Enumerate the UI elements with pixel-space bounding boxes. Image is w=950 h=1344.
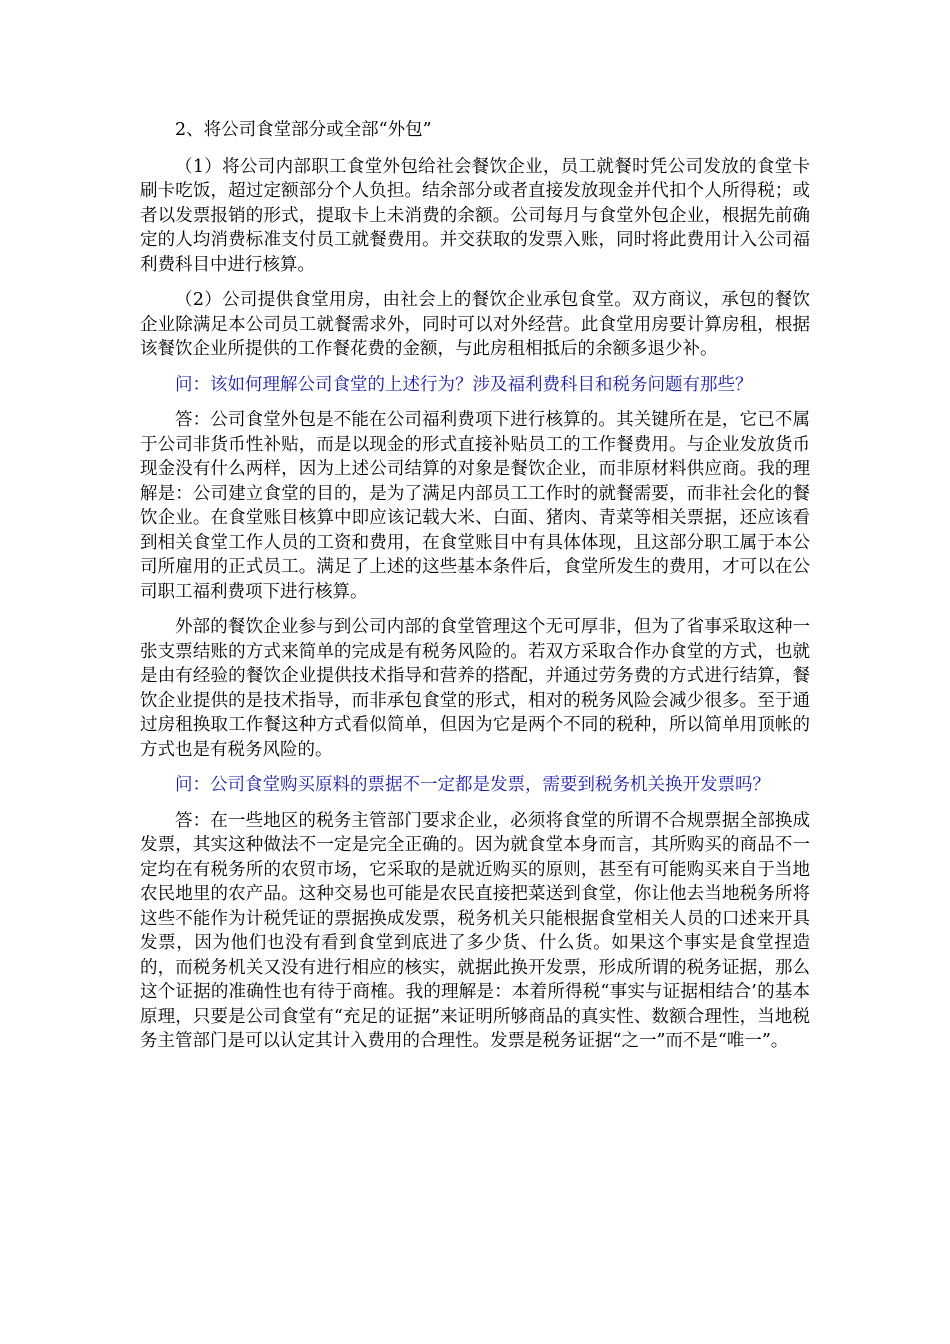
document-page [140, 118, 810, 1065]
answer-1-continued: 外部的餐饮企业参与到公司内部的食堂管理这个无可厚非，但为了省事采取这种一张支票结账的方式来简单的完成是有税务风险的。若双方采取合作办食堂的方式，也就是由有经验的餐饮企业提供技术指导和营养的搭配，并通过劳务费的方式进行结算，餐饮企业提供的是技术指导，而非承包食堂的形式，相对的税务风险会减少很多。至于通过房租换取工作餐这种方式看似简单，但因为它是两个不同的税种，所以简单用顶帐的方式也是有税务风险的。 [140, 617, 810, 760]
answer-1: 答：公司食堂外包是不能在公司福利费项下进行核算的。其关键所在是，它已不属于公司非货币性补贴，而是以现金的形式直接补贴员工的工作餐费用。与企业发放货币现金没有什么两样，因为上述公司结算的对象是餐饮企业，而非原材料供应商。我的理解是：公司建立食堂的目的，是为了满足内部员工工作时的就餐需要，而非社会化的餐饮企业。在食堂账目核算中即应该记载大米、白面、猪肉、青菜等相关票据，还应该看到相关食堂工作人员的工资和费用，在食堂账目中有具体体现，且这部分职工属于本公司所雇用的正式员工。满足了上述的这些基本条件后，食堂所发生的费用，才可以在公司职工福利费项下进行核算。 [140, 410, 810, 602]
paragraph-outsource-option-1: （1）将公司内部职工食堂外包给社会餐饮企业，员工就餐时凭公司发放的食堂卡刷卡吃饭，超过定额部分个人负担。结余部分或者直接发放现金并代扣个人所得税；或者以发票报销的形式，提取卡上未消费的余额。公司每月与食堂外包企业，根据先前确定的人均消费标准支付员工就餐费用。并交获取的发票入账，同时将此费用计入公司福利费科目中进行核算。 [140, 156, 810, 275]
paragraph-outsource-option-2: （2）公司提供食堂用房，由社会上的餐饮企业承包食堂。双方商议，承包的餐饮企业除满足本公司员工就餐需求外，同时可以对外经营。此食堂用房要计算房租，根据该餐饮企业所提供的工作餐花费的金额，与此房租相抵后的余额多退少补。 [140, 290, 810, 359]
section-heading: 2、将公司食堂部分或全部“外包” [175, 120, 432, 140]
question-1: 问：该如何理解公司食堂的上述行为？涉及福利费科目和税务问题有那些？ [175, 374, 753, 395]
answer-2: 答：在一些地区的税务主管部门要求企业，必须将食堂的所谓不合规票据全部换成发票，其实这种做法不一定是完全正确的。因为就食堂本身而言，其所购买的商品不一定均在有税务所的农贸市场，它采取的是就近购买的原则，甚至有可能购买来自于当地农民地里的农产品。这种交易也可能是农民直接把菜送到食堂，你让他去当地税务所将这些不能作为计税凭证的票据换成发票，税务机关只能根据食堂相关人员的口述来开具发票，因为他们也没有看到食堂到底进了多少货、什么货。如果这个事实是食堂捏造的，而税务机关又没有进行相应的核实，就据此换开发票，形成所谓的税务证据，那么这个证据的准确性也有待于商榷。我的理解是：本着所得税“事实与证据相结合’的基本原理，只要是公司食堂有“充足的证据”来证明所够商品的真实性、数额合理性，当地税务主管部门是可以认定其计入费用的合理性。发票是税务证据“之一”而不是“唯一”。 [140, 810, 810, 1051]
question-2: 问：公司食堂购买原料的票据不一定都是发票，需要到税务机关换开发票吗？ [175, 775, 770, 795]
